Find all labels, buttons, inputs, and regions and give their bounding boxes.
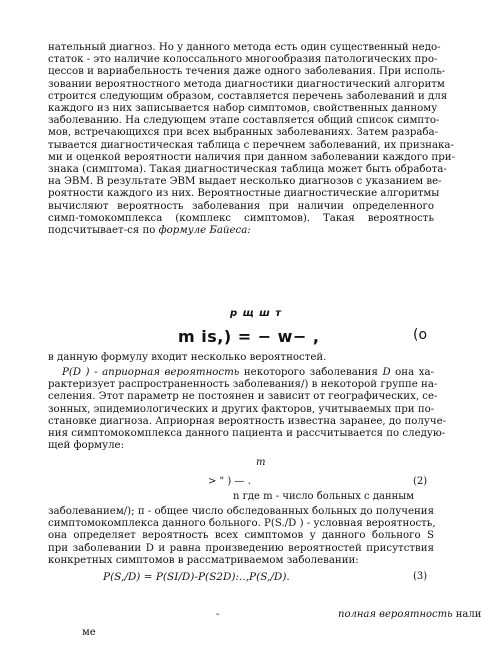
text-line: ния симптомокомплекса данного пациента и рассчитывается по следую-	[48, 428, 446, 439]
formula-1-number: (о	[413, 327, 428, 343]
bayes-intro-line	[48, 225, 434, 237]
text-line: заболеванием/); п - общее число обследованных больных до получения	[48, 506, 434, 517]
text-line: знака (симптома). Такая диагностическая таблица может быть обработа-	[48, 164, 447, 175]
formula-2: > " ) — .	[208, 476, 251, 487]
text-line: вычисляют вероятность заболевания при наличии определенного	[48, 200, 434, 212]
text-line: статок - это наличие колоссального многообразия патологических про-	[48, 54, 438, 66]
bayes-intro-text: подсчитывает-ся по	[48, 225, 159, 236]
text-line: становке диагноза. Априорная вероятность известна заранее, до получе-	[48, 415, 447, 427]
total-probability-term: полная вероятность	[338, 609, 453, 620]
bottom-fragment	[338, 609, 481, 620]
text-line: симп-томокомплекса (комплекс симптомов). Такая вероятность	[48, 212, 434, 224]
formula-1-superscripts: р щ ш т	[230, 308, 283, 319]
formula-3-number: (3)	[413, 571, 428, 582]
text-line: строится следующим образом, составляется перечень заболеваний и для	[48, 90, 448, 102]
text-line: нательный диагноз. Но у данного метода есть один существенный недо-	[48, 42, 441, 53]
text-line: она определяет вероятность всех симптомов у данного больного S	[48, 530, 434, 542]
bottom-me: ме	[82, 627, 96, 638]
text-line: каждого из них записывается набор симптомов, свойственных данному	[48, 103, 438, 114]
after-formula-line: в данную формулу входит несколько вероятностей.	[48, 352, 327, 363]
text-line: конкретных симптомов в рассматриваемом заболевании:	[48, 554, 359, 566]
formula-1: m is,) = − w− ,	[178, 327, 320, 346]
formula-2-number: (2)	[413, 476, 428, 487]
text-line: P(D ) - априорная вероятность некоторого заболевания D она ха-	[62, 367, 434, 378]
formula-2-numerator: m	[256, 457, 266, 468]
formula-2-denominator-line: n где m - число больных с данным	[233, 491, 415, 502]
text-line: рактеризует распространенность заболевания/) в некоторой группе на-	[48, 379, 438, 391]
formula-3: P(S,/D) = P(SI/D)-P(S2D):..,P(S,/D).	[103, 571, 290, 583]
text-line: симптомокомплекса данного больного. P(S./D ) - условная вероятность,	[48, 518, 436, 530]
text-line: на ЭВМ. В результате ЭВМ выдает несколько диагнозов с указанием ве-	[48, 176, 442, 188]
text-line: ми и оценкой вероятности наличия при данном заболевании каждого при-	[48, 151, 455, 163]
text-line: при заболевании D и равна произведению вероятностей присутствия	[48, 542, 434, 554]
text-line: щей формуле:	[48, 440, 125, 452]
text-line: зонных, эпидемиологических и других факторов, учитываемых при по-	[48, 403, 435, 415]
bottom-dash: -	[216, 609, 220, 620]
text-line: зовании вероятностного метода диагностики диагностический алгоритм	[48, 78, 445, 90]
text-line: мов, встречающихся при всех выбранных заболеваниях. Затем разраба-	[48, 127, 439, 139]
text-line: заболеванию. На следующем этапе составляется общий список симпто-	[48, 115, 440, 127]
text-line: роятности каждого из них. Вероятностные диагностические алгоритмы	[48, 188, 440, 200]
bayes-formula-label: формуле Байеса:	[158, 225, 251, 236]
bottom-tail: нали	[452, 609, 481, 620]
text-line: тывается диагностическая таблица с перечнем заболеваний, их признака-	[48, 139, 454, 151]
text-line: селения. Этот параметр не постоянен и зависит от географических, се-	[48, 391, 438, 403]
text-line: цессов и вариабельность течения даже одного заболевания. При исполь-	[48, 66, 446, 78]
